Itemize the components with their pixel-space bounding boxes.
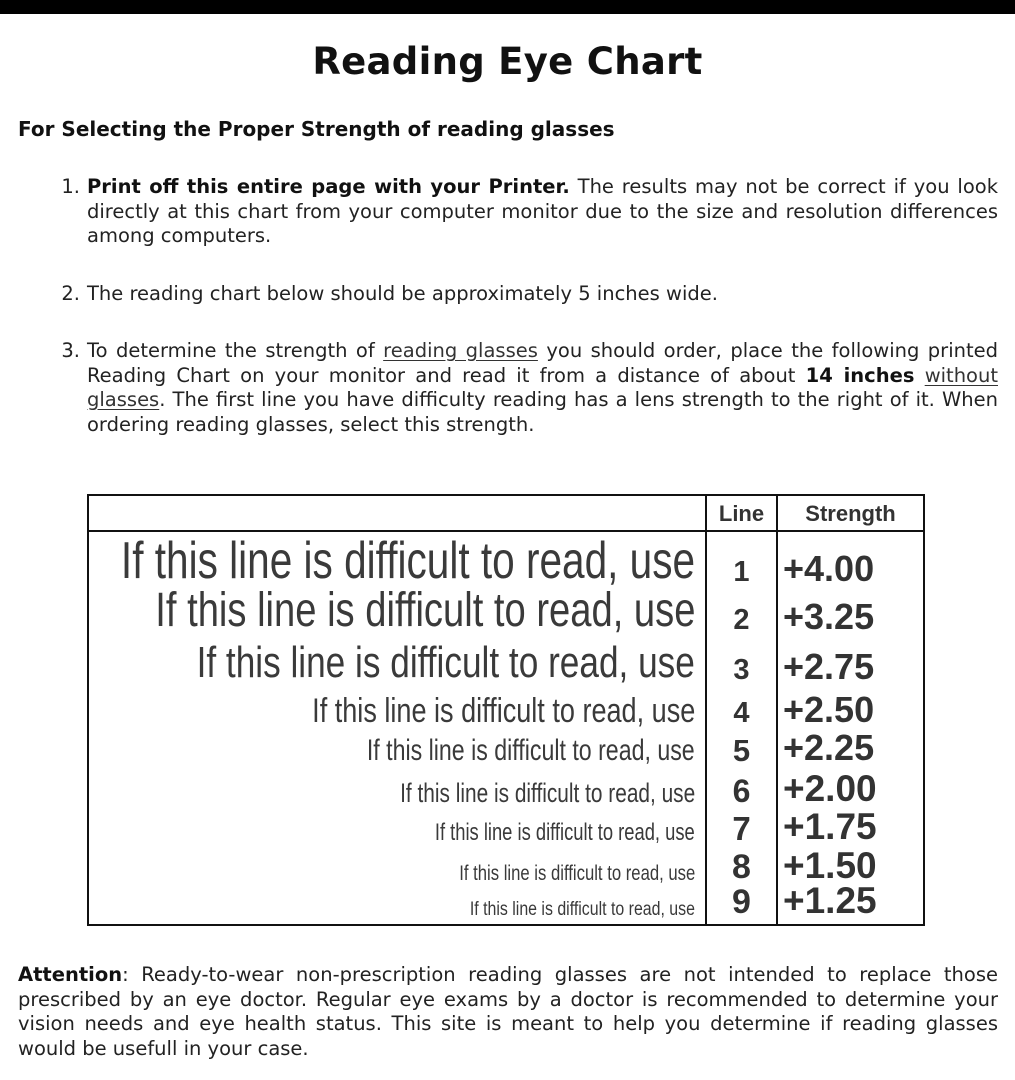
- sample-text: If this line is difficult to read, use: [154, 584, 695, 637]
- instruction-part-1: To determine the strength of: [87, 339, 384, 362]
- instruction-part-2: you should order, place the following printed Reading Chart on your monitor and read it from a distance of about: [87, 339, 998, 387]
- instruction-part-3: [914, 364, 924, 387]
- top-black-bar: [0, 0, 1015, 14]
- sample-text: If this line is difficult to read, use: [120, 532, 695, 590]
- line-number: 6: [732, 773, 751, 809]
- instruction-distance: 14 inches: [805, 363, 915, 387]
- header-line: Line: [718, 501, 765, 526]
- instruction-3: [40, 339, 998, 437]
- instruction-number: 1.: [61, 175, 80, 198]
- instruction-part-4: . The first line you have difficulty reading has a lens strength to the right of it. When ordering reading glasses, select this strength.: [87, 388, 998, 436]
- page-subtitle: For Selecting the Proper Strength of reading glasses: [18, 117, 615, 141]
- line-number: 8: [732, 848, 751, 886]
- without-glasses-link[interactable]: without glasses: [87, 363, 998, 411]
- sample-text: If this line is difficult to read, use: [367, 734, 695, 767]
- strength-value: +2.25: [783, 727, 875, 768]
- strength-value: +4.00: [783, 548, 875, 589]
- line-number: 4: [733, 697, 750, 729]
- instruction-body: The results may not be correct if you look directly at this chart from your computer monitor due to the size and resolution differences among computers.: [87, 175, 999, 247]
- reading-chart-table: [87, 494, 925, 926]
- page-title: Reading Eye Chart: [312, 40, 703, 83]
- sample-text: If this line is difficult to read, use: [435, 819, 695, 846]
- attention-text: : Ready-to-wear non-prescription reading glasses are not intended to replace those prescribed by an eye doctor. Regular eye exams by a doctor is recommended to determine your vision needs and eye health status. This site is meant to help you determine if reading glasses would be usefull in your case.: [18, 963, 998, 1060]
- strength-value: +3.25: [783, 596, 875, 637]
- strength-value: +2.50: [783, 689, 875, 730]
- instruction-text: [87, 339, 998, 437]
- attention-notice: [18, 963, 998, 1061]
- chart-row-9: [89, 496, 923, 919]
- sample-text: If this line is difficult to read, use: [469, 899, 695, 920]
- strength-value: +1.75: [783, 806, 877, 847]
- sample-text: If this line is difficult to read, use: [458, 862, 695, 885]
- instruction-1: [40, 175, 998, 249]
- sample-text: If this line is difficult to read, use: [311, 692, 695, 730]
- instruction-2: [40, 282, 998, 307]
- line-number: 7: [732, 810, 751, 847]
- line-number: 2: [733, 604, 750, 636]
- sample-text: If this line is difficult to read, use: [196, 638, 695, 687]
- strength-value: +1.50: [783, 845, 877, 886]
- instruction-text: The reading chart below should be approximately 5 inches wide.: [87, 282, 718, 305]
- header-strength: Strength: [805, 501, 896, 526]
- attention-label: Attention: [18, 963, 123, 986]
- sample-text: If this line is difficult to read, use: [399, 778, 695, 808]
- line-number: 1: [733, 556, 750, 588]
- instruction-number: 3.: [61, 339, 80, 362]
- strength-value: +2.00: [783, 768, 877, 809]
- instruction-bold: Print off this entire page with your Printer.: [87, 175, 570, 198]
- reading-glasses-link[interactable]: reading glasses: [383, 339, 538, 362]
- strength-value: +2.75: [783, 646, 875, 687]
- line-number: 5: [732, 733, 751, 768]
- line-number: 9: [732, 883, 751, 921]
- strength-value: +1.25: [783, 880, 877, 921]
- line-number: 3: [733, 654, 750, 686]
- instruction-number: 2.: [61, 282, 80, 305]
- instruction-text: [87, 175, 998, 249]
